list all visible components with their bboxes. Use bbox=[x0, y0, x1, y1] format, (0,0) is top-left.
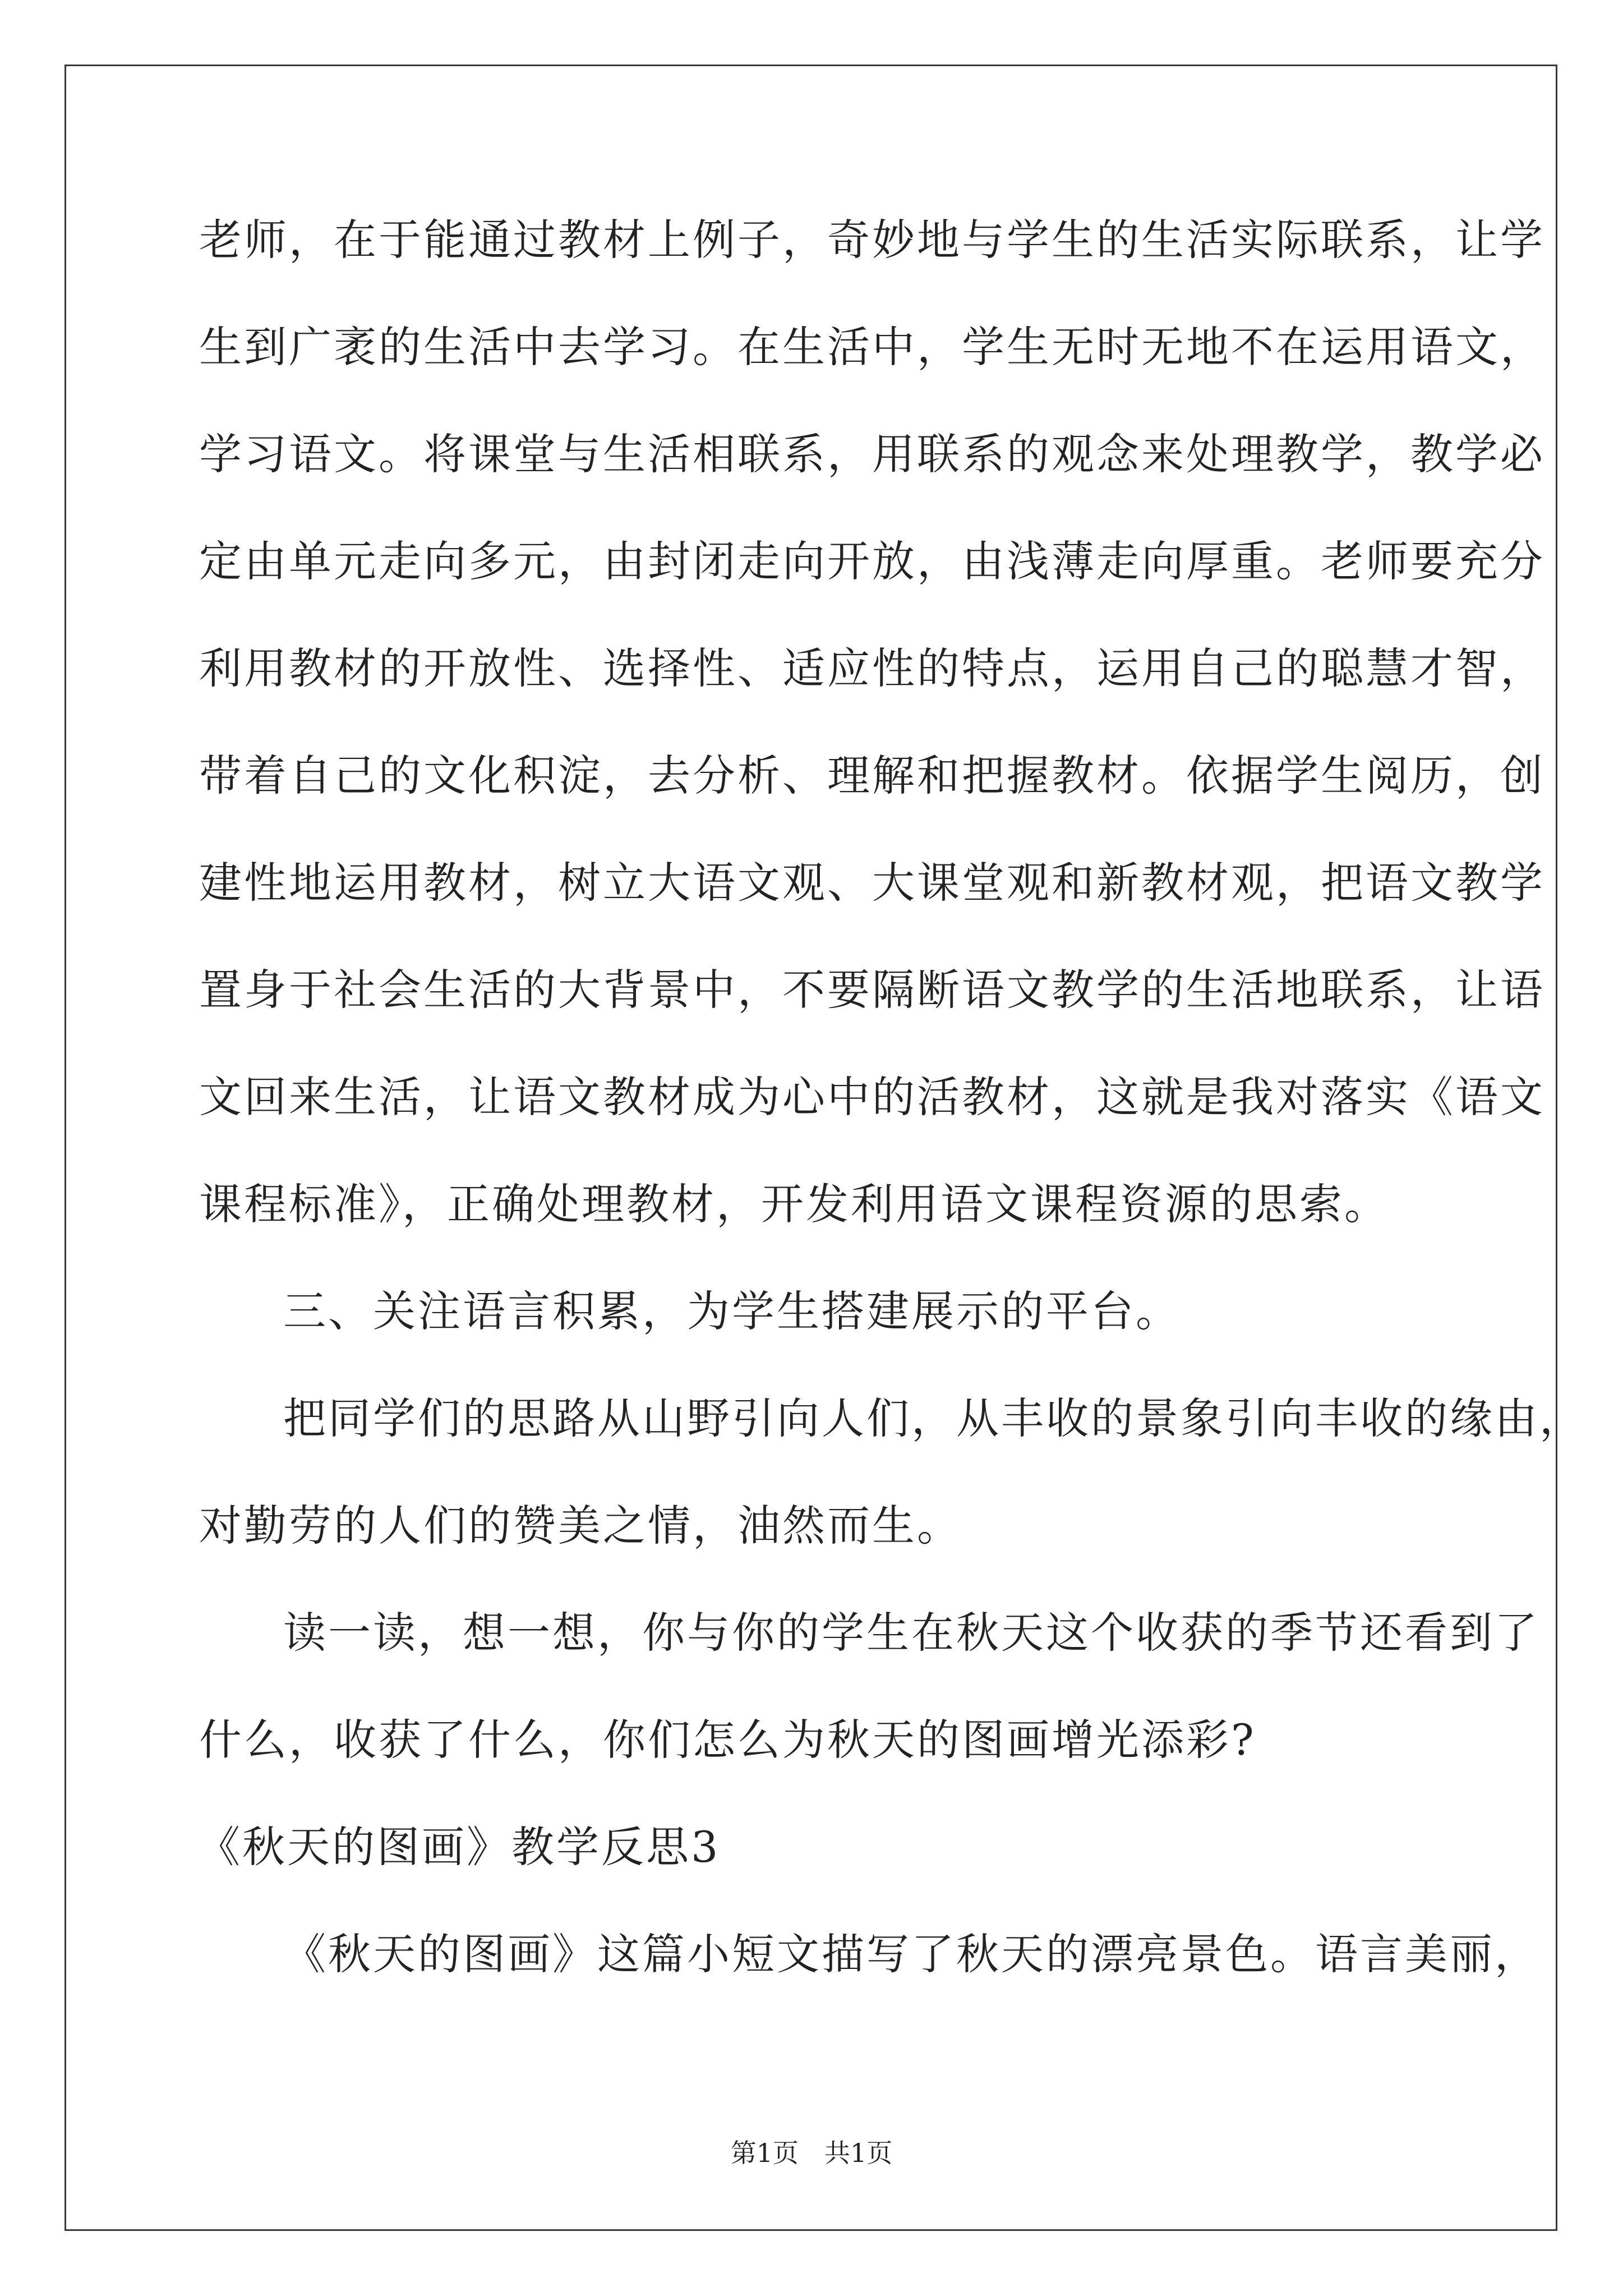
paragraph-line: 读一读，想一想，你与你的学生在秋天这个收获的季节还看到了 bbox=[283, 1608, 1539, 1658]
section-heading: 三、关注语言积累，为学生搭建展示的平台。 bbox=[283, 1286, 1181, 1336]
paragraph-line: 利用教材的开放性、选择性、适应性的特点，运用自己的聪慧才智， bbox=[199, 643, 1545, 693]
paragraph-line: 置身于社会生活的大背景中，不要隔断语文教学的生活地联系，让语 bbox=[199, 965, 1545, 1015]
paragraph-line: 建性地运用教材，树立大语文观、大课堂观和新教材观，把语文教学 bbox=[199, 858, 1545, 908]
paragraph-line: 对勤劳的人们的赞美之情，油然而生。 bbox=[199, 1501, 962, 1550]
paragraph-line: 定由单元走向多元，由封闭走向开放，由浅薄走向厚重。老师要充分 bbox=[199, 536, 1545, 586]
page-footer: 第1页 共1页 bbox=[730, 2138, 893, 2168]
paragraph-line: 什么，收获了什么，你们怎么为秋天的图画增光添彩? bbox=[199, 1715, 1256, 1765]
paragraph-line: 《秋天的图画》这篇小短文描写了秋天的漂亮景色。语言美丽， bbox=[283, 1929, 1539, 1979]
paragraph-line: 老师，在于能通过教材上例子，奇妙地与学生的生活实际联系，让学 bbox=[199, 215, 1545, 265]
article-title: 《秋天的图画》教学反思3 bbox=[197, 1822, 721, 1872]
page-border bbox=[64, 65, 1557, 2231]
paragraph-line: 文回来生活，让语文教材成为心中的活教材，这就是我对落实《语文 bbox=[199, 1072, 1545, 1122]
paragraph-line: 生到广袤的生活中去学习。在生活中，学生无时无地不在运用语文， bbox=[199, 322, 1545, 372]
paragraph-line: 学习语文。将课堂与生活相联系，用联系的观念来处理教学，教学必 bbox=[199, 429, 1545, 479]
paragraph-line: 课程标准》，正确处理教材，开发利用语文课程资源的思索。 bbox=[199, 1179, 1389, 1229]
paragraph-line: 把同学们的思路从山野引向人们，从丰收的景象引向丰收的缘由， bbox=[283, 1393, 1584, 1443]
paragraph-line: 带着自己的文化积淀，去分析、理解和把握教材。依据学生阅历，创 bbox=[199, 751, 1545, 800]
